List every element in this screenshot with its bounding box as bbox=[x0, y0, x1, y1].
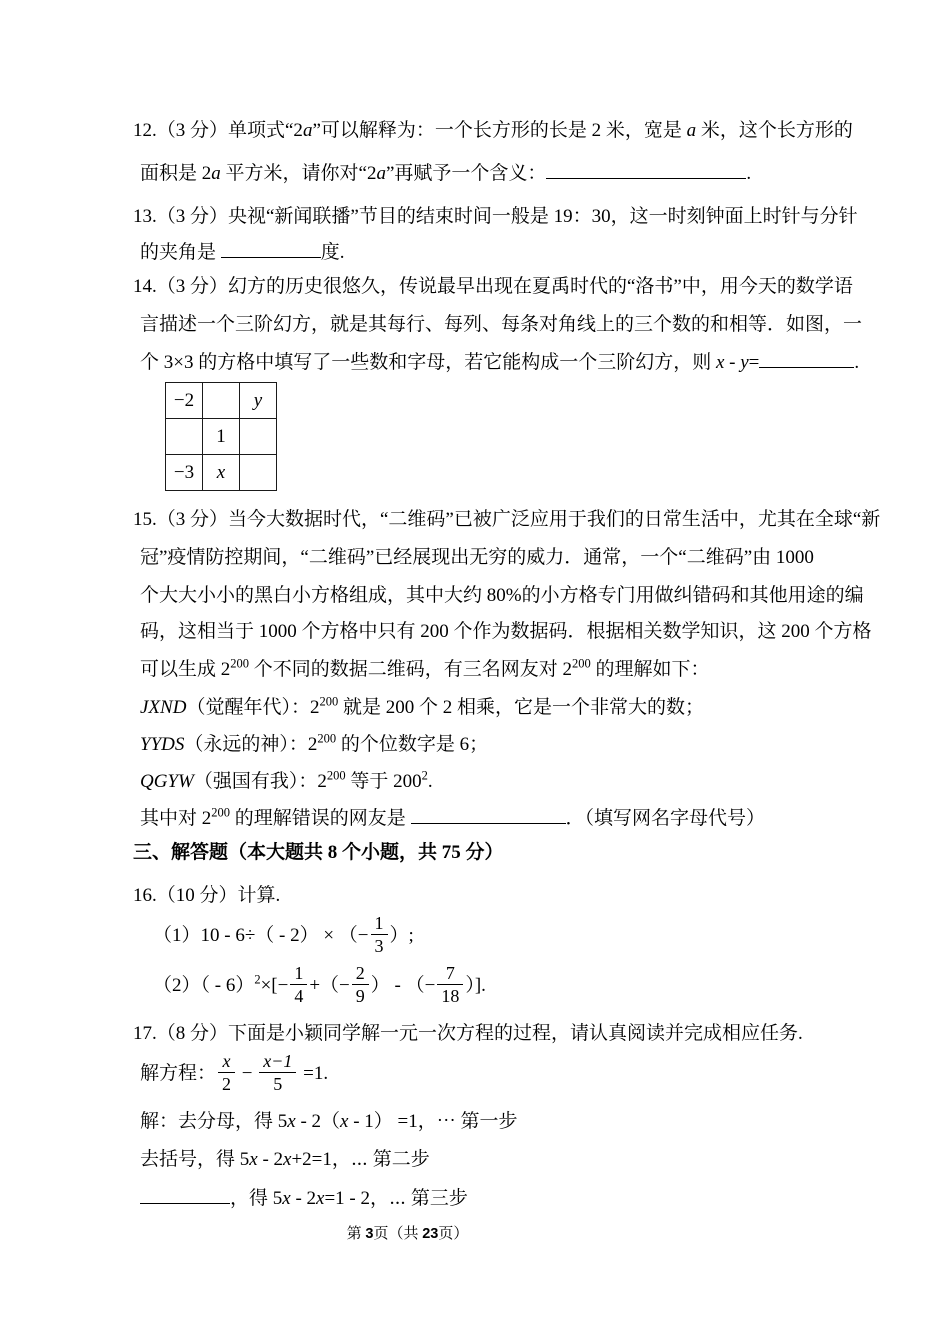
magic-square-grid bbox=[165, 382, 853, 491]
question-13-line-2: 的夹角是 度. bbox=[140, 242, 345, 263]
question-14-line-2: 言描述一个三阶幻方，就是其每行、每列、每条对角线上的三个数的和相等．如图，一 bbox=[140, 314, 863, 335]
question-14-line-1: 14.（3 分）幻方的历史很悠久，传说最早出现在夏禹时代的“洛书”中，用今天的数学语 bbox=[133, 276, 853, 297]
question-12-line-2: 面积是 2a 平方米，请你对“2a”再赋予一个含义： . bbox=[140, 163, 752, 184]
question-17-step-3: ，得 5x - 2x=1 - 2，⋯ 第三步 bbox=[133, 1186, 853, 1212]
magic-square-table bbox=[165, 382, 277, 491]
question-15-line-4: 码，这相当于 1000 个方格中只有 200 个作为数据码．根据相关数学知识，这 200 个方格 bbox=[140, 621, 872, 642]
question-15-answer-line: 其中对 $2^{200}$ 的理解错误的网友是 ．（填写网名字母代号） bbox=[140, 805, 766, 829]
grid-cell-r1c0 bbox=[166, 419, 203, 455]
grid-cell-r2c0: −3 bbox=[166, 455, 203, 491]
question-16-header: 16.（10 分）计算. bbox=[133, 885, 281, 906]
questions-area bbox=[133, 0, 881, 1212]
question-15-line-3: 个大大小小的黑白小方格组成，其中大约 80%的小方格专门用做纠错码和其他用途的编 bbox=[140, 585, 864, 606]
question-17-equation: 解方程： $\frac{x}{2}$ − $\frac{x-1}{5}$ =1. bbox=[140, 1051, 329, 1095]
question-15-netizen-yyds: YYDS（永远的神）：$2^{200}$ 的个位数字是 6； bbox=[140, 731, 489, 755]
question-13-line-1: 13.（3 分）央视“新闻联播”节目的结束时间一般是 19：30，这一时刻钟面上时针与分针 bbox=[133, 206, 858, 227]
grid-cell-r1c2 bbox=[240, 419, 277, 455]
question-17-step-2: 去括号，得 5x - 2x+2=1，⋯ 第二步 bbox=[140, 1149, 430, 1170]
grid-cell-r0c0: −2 bbox=[166, 383, 203, 419]
question-16-expression-2: （2）（ - 6）$^2$×[− $\frac{1}{4}$ +（− $\frac{2}{9}$ ） - （− $\frac{7}{18}$ ）]. bbox=[153, 963, 486, 1007]
page-number-footer: 第 3页（共 23页） bbox=[346, 1226, 469, 1242]
grid-cell-r2c2 bbox=[240, 455, 277, 491]
question-15-line-2: 冠”疫情防控期间，“二维码”已经展现出无穷的威力．通常，一个“二维码”由 1000 bbox=[140, 547, 814, 568]
question-17-step-1: 解：去分母，得 5x - 2（x - 1） =1，⋯ 第一步 bbox=[140, 1111, 518, 1132]
question-16-expression-1: （1）10 - 6÷（ - 2） × （− $\frac{1}{3}$ ）; bbox=[153, 913, 414, 957]
grid-cell-r0c1 bbox=[203, 383, 240, 419]
grid-cell-r0c2: y bbox=[240, 383, 277, 419]
question-17-line-1: 17.（8 分）下面是小颖同学解一元一次方程的过程，请认真阅读并完成相应任务. bbox=[133, 1023, 803, 1044]
grid-cell-r1c1: 1 bbox=[203, 419, 240, 455]
question-14-line-3: 个 3×3 的方格中填写了一些数和字母，若它能构成一个三阶幻方，则 x - y= . bbox=[140, 352, 860, 373]
question-15-netizen-qgyw: QGYW（强国有我）：$2^{200}$ 等于 $200^2$. bbox=[140, 768, 433, 792]
question-15-line-1: 15.（3 分）当今大数据时代，“二维码”已被广泛应用于我们的日常生活中，尤其在全球“新 bbox=[133, 509, 881, 530]
grid-cell-r2c1: x bbox=[203, 455, 240, 491]
section-3-header: 三、解答题（本大题共 8 个小题，共 75 分） bbox=[133, 842, 504, 863]
question-15-line-5: 可以生成 $2^{200}$ 个不同的数据二维码，有三名网友对 $2^{200}$ 的理解如下： bbox=[140, 656, 710, 680]
question-12-line-1: 12.（3 分）单项式“2a”可以解释为：一个长方形的长是 2 米，宽是 a 米，这个长方形的 bbox=[133, 120, 853, 141]
question-15-netizen-jxnd: JXND（觉醒年代）：$2^{200}$ 就是 200 个 2 相乘，它是一个非常大的数； bbox=[140, 694, 704, 718]
